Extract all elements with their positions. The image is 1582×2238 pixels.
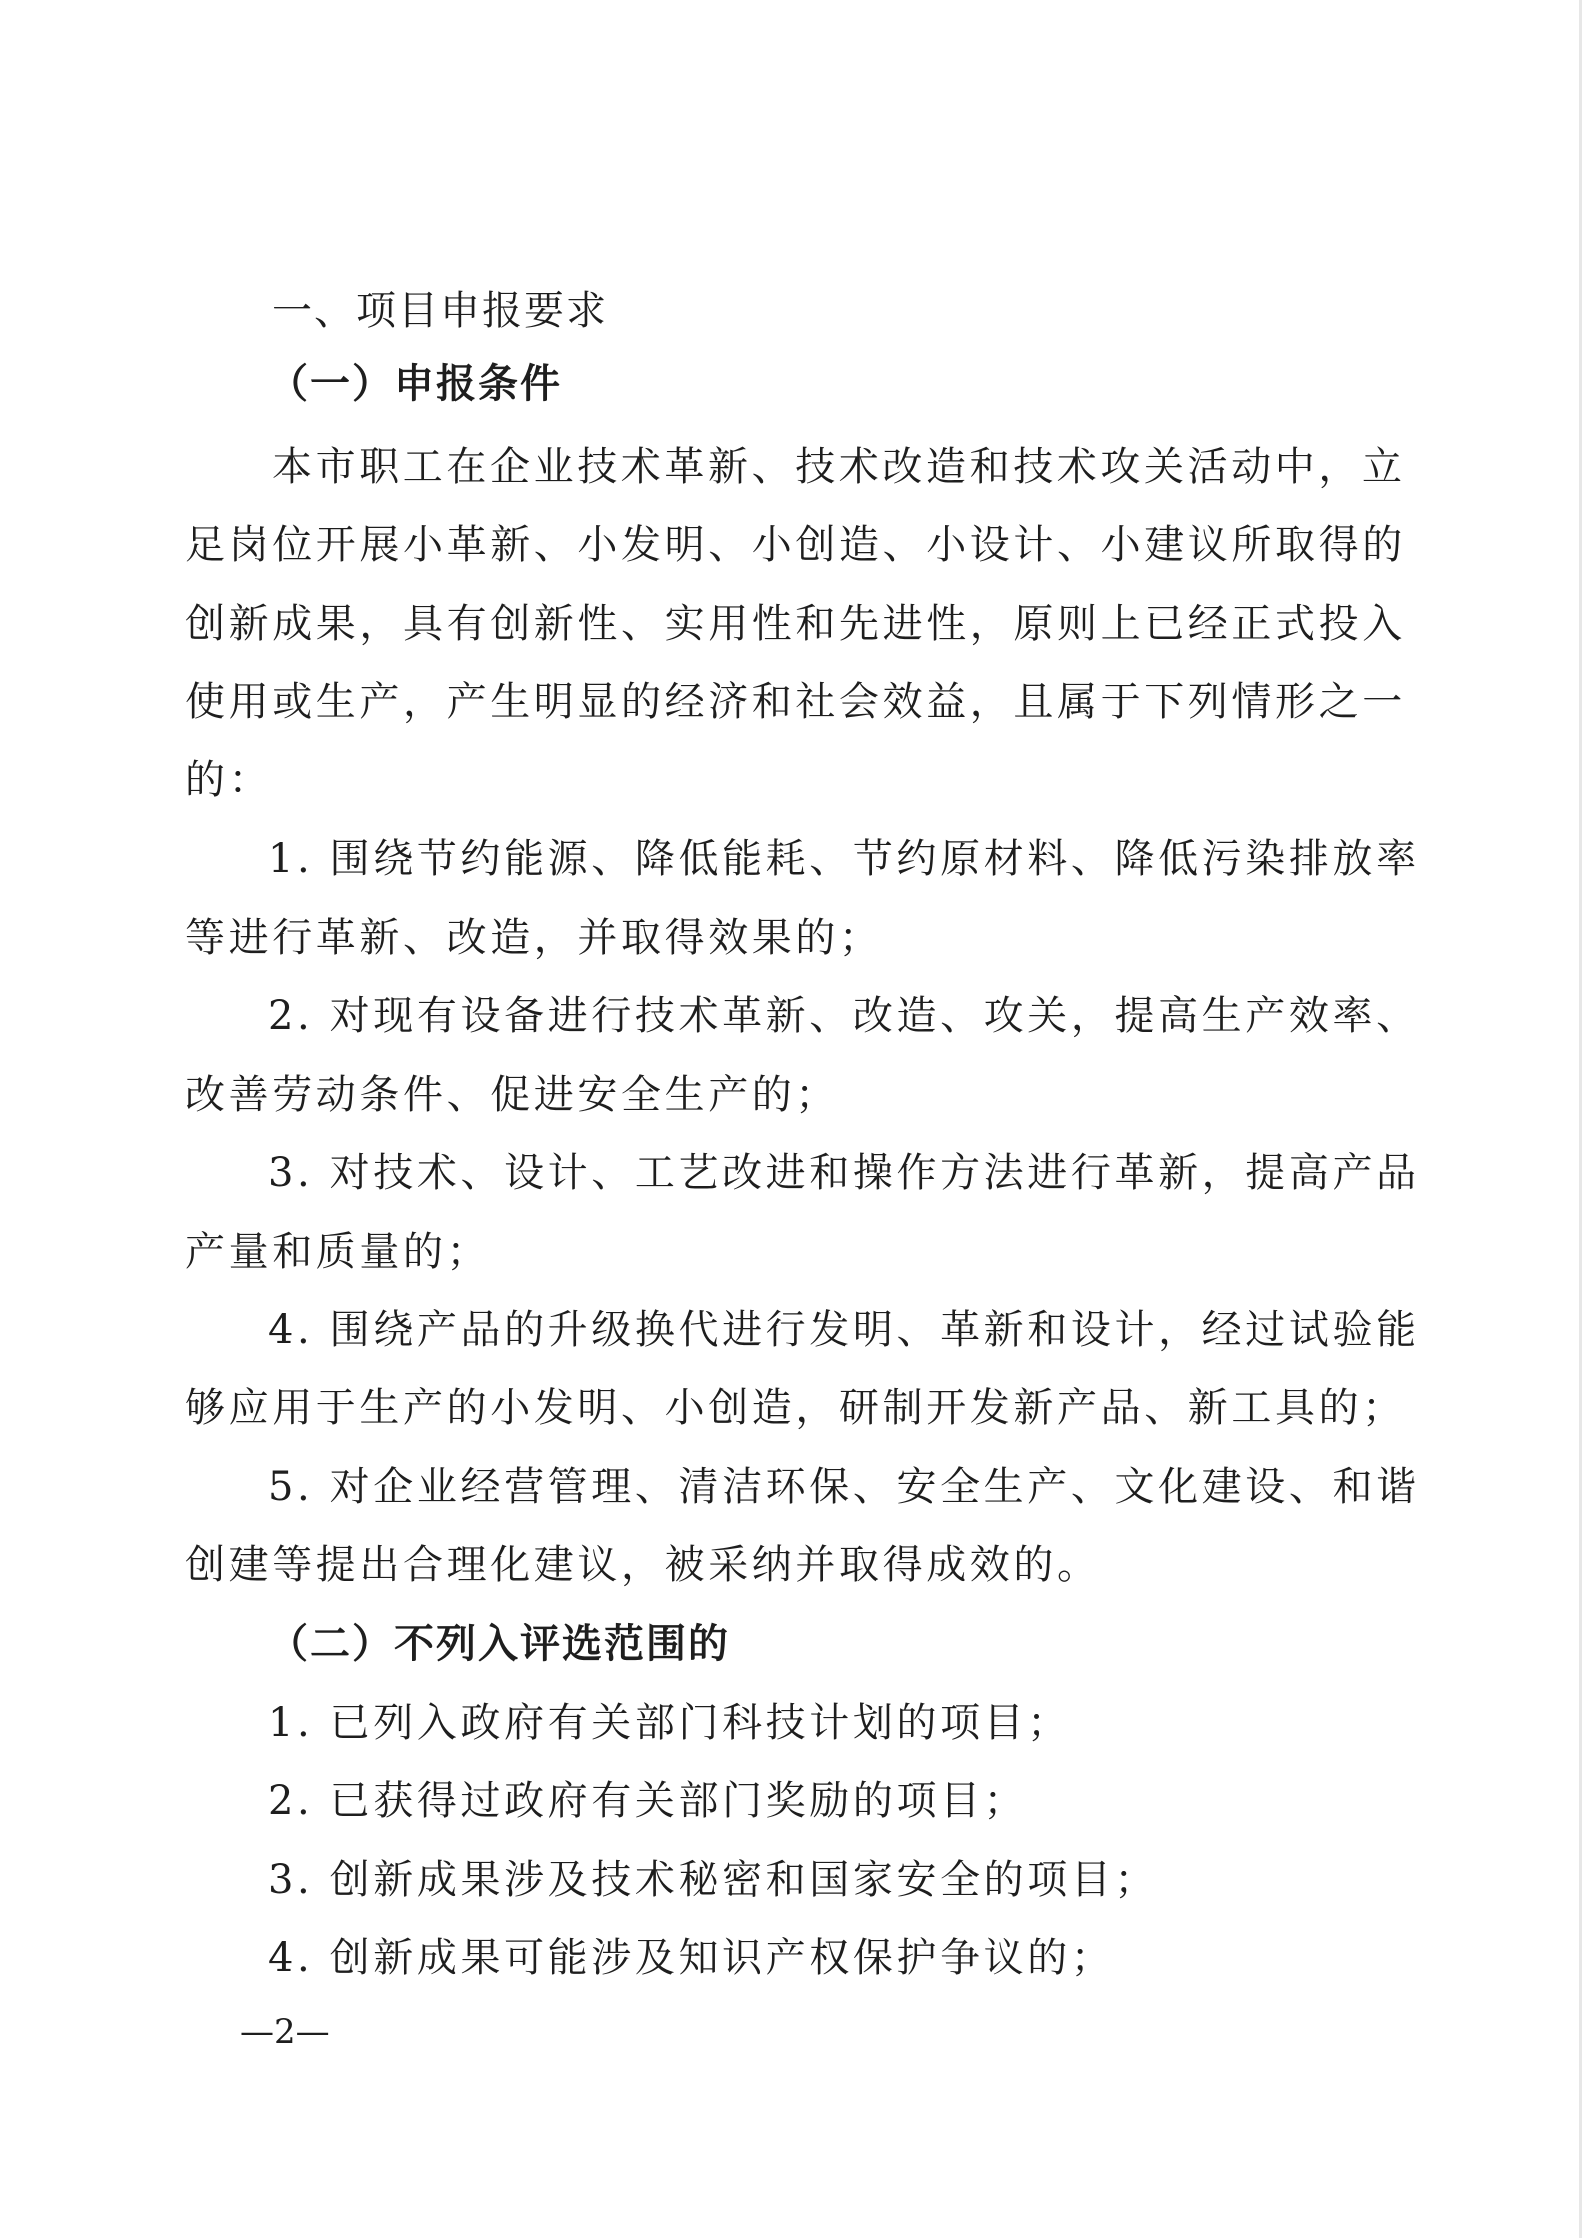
section-heading-exclusions: （二）不列入评选范围的 — [268, 1621, 730, 1667]
exclusion-item: 1. 已列入政府有关部门科技计划的项目； — [268, 1700, 1071, 1746]
paragraph-line: 创新成果，具有创新性、实用性和先进性，原则上已经正式投入 — [185, 601, 1406, 647]
exclusion-item: 4. 创新成果可能涉及知识产权保护争议的； — [268, 1935, 1115, 1981]
list-item-continuation: 够应用于生产的小发明、小创造，研制开发新产品、新工具的； — [185, 1385, 1406, 1431]
section-heading-conditions: （一）申报条件 — [268, 361, 562, 407]
exclusion-item: 3. 创新成果涉及技术秘密和国家安全的项目； — [268, 1857, 1159, 1903]
list-item: 5. 对企业经营管理、清洁环保、安全生产、文化建设、和谐 — [268, 1464, 1420, 1510]
list-item: 4. 围绕产品的升级换代进行发明、革新和设计，经过试验能 — [268, 1307, 1420, 1353]
list-item: 1. 围绕节约能源、降低能耗、节约原材料、降低污染排放率 — [268, 836, 1420, 882]
list-item-continuation: 改善劳动条件、促进安全生产的； — [185, 1072, 839, 1118]
list-item-continuation: 等进行革新、改造，并取得效果的； — [185, 915, 883, 961]
main-heading: 一、项目申报要求 — [272, 288, 608, 334]
list-item: 3. 对技术、设计、工艺改进和操作方法进行革新，提高产品 — [268, 1150, 1420, 1196]
page-number: —2— — [240, 2012, 330, 2052]
paragraph-line: 的： — [185, 757, 273, 803]
paragraph-line: 本市职工在企业技术革新、技术改造和技术攻关活动中，立 — [272, 444, 1406, 490]
paragraph-line: 足岗位开展小革新、小发明、小创造、小设计、小建议所取得的 — [185, 522, 1406, 568]
list-item: 2. 对现有设备进行技术革新、改造、攻关，提高生产效率、 — [268, 993, 1420, 1039]
list-item-continuation: 创建等提出合理化建议，被采纳并取得成效的。 — [185, 1542, 1101, 1588]
list-item-continuation: 产量和质量的； — [185, 1229, 491, 1275]
exclusion-item: 2. 已获得过政府有关部门奖励的项目； — [268, 1778, 1028, 1824]
paragraph-line: 使用或生产，产生明显的经济和社会效益，且属于下列情形之一 — [185, 679, 1406, 725]
